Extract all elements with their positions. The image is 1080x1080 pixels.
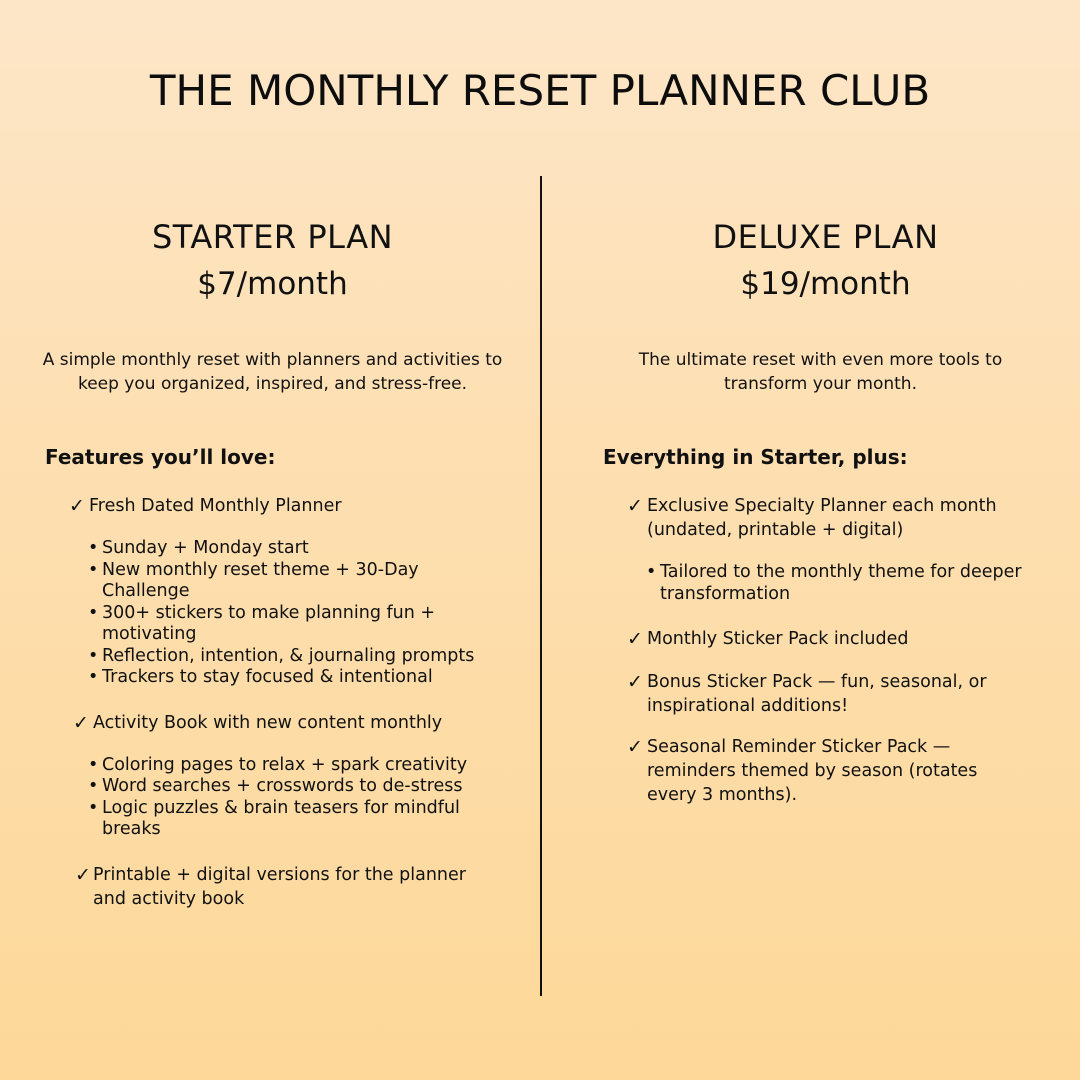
bullet-icon: • (88, 538, 99, 558)
sub-feature-label: Sunday + Monday start (102, 538, 309, 558)
sub-feature-item (88, 754, 500, 777)
feature-item (45, 711, 500, 735)
starter-features-heading: Features you’ll love: (45, 445, 276, 469)
sub-feature-label: Trackers to stay focused & intentional (102, 667, 433, 687)
feature-item (603, 670, 1048, 718)
feature-item (45, 494, 500, 518)
feature-item (603, 627, 1048, 651)
sub-feature-label: Logic puzzles & brain teasers for mindful breaks (102, 797, 460, 839)
bullet-icon: • (88, 667, 99, 687)
feature-label: Monthly Sticker Pack included (647, 629, 909, 649)
sub-feature-label: New monthly reset theme + 30-Day Challenge (102, 559, 419, 601)
bullet-icon: • (88, 754, 99, 775)
sub-feature-label: Word searches + crosswords to de-stress (102, 776, 463, 796)
column-divider (540, 176, 542, 996)
feature-label: Activity Book with new content monthly (93, 712, 443, 733)
sub-feature-item (88, 667, 500, 689)
checkmark-icon: ✓ (627, 671, 643, 693)
deluxe-features-heading: Everything in Starter, plus: (603, 445, 908, 469)
checkmark-icon: ✓ (69, 495, 85, 517)
bullet-icon: • (88, 645, 99, 666)
feature-label: Bonus Sticker Pack — fun, seasonal, or inspirational additions! (647, 672, 987, 716)
bullet-icon: • (646, 562, 657, 582)
deluxe-plan-price: $19/month (740, 266, 911, 302)
checkmark-icon: ✓ (627, 736, 643, 758)
starter-plan-name: STARTER PLAN (151, 218, 394, 256)
sub-feature-label: Coloring pages to relax + spark creativity (102, 754, 468, 775)
bullet-icon: • (88, 602, 99, 623)
checkmark-icon: ✓ (627, 628, 643, 650)
feature-label: Exclusive Specialty Planner each month (undated, printable + digital) (647, 496, 997, 540)
feature-item (45, 863, 500, 911)
sub-feature-label: 300+ stickers to make planning fun + motivating (102, 602, 436, 644)
sub-feature-item (88, 538, 500, 560)
sub-feature-label: Tailored to the monthly theme for deeper transformation (660, 562, 1022, 604)
bullet-icon: • (88, 776, 99, 796)
feature-label: Printable + digital versions for the planner and activity book (93, 864, 466, 909)
sub-feature-item (646, 562, 1048, 605)
deluxe-plan-name: DELUXE PLAN (712, 218, 939, 256)
sub-feature-item (88, 797, 500, 841)
feature-label: Seasonal Reminder Sticker Pack — reminders themed by season (rotates every 3 months). (647, 737, 978, 805)
checkmark-icon: ✓ (627, 495, 643, 517)
starter-plan-description: A simple monthly reset with planners and activities to keep you organized, inspired, and stress-free. (42, 350, 503, 394)
sub-feature-label: Reflection, intention, & journaling prompts (102, 645, 475, 666)
sub-feature-item (88, 776, 500, 798)
checkmark-icon: ✓ (75, 863, 91, 886)
sub-feature-item (88, 602, 500, 646)
sub-feature-item (88, 559, 500, 603)
starter-plan-price: $7/month (197, 266, 348, 302)
deluxe-plan-description: The ultimate reset with even more tools to transform your month. (638, 350, 1003, 394)
deluxe-plan-column (603, 218, 1048, 807)
checkmark-icon: ✓ (73, 711, 89, 734)
feature-sublist (45, 755, 500, 841)
feature-item (603, 735, 1048, 807)
sub-feature-item (88, 645, 500, 668)
bullet-icon: • (88, 559, 99, 580)
starter-plan-column (42, 218, 503, 911)
bullet-icon: • (88, 797, 99, 818)
feature-item (603, 494, 1048, 542)
feature-sublist (603, 562, 1048, 605)
feature-label: Fresh Dated Monthly Planner (89, 496, 342, 516)
page-title: THE MONTHLY RESET PLANNER CLUB (149, 66, 931, 115)
feature-sublist (45, 538, 500, 689)
